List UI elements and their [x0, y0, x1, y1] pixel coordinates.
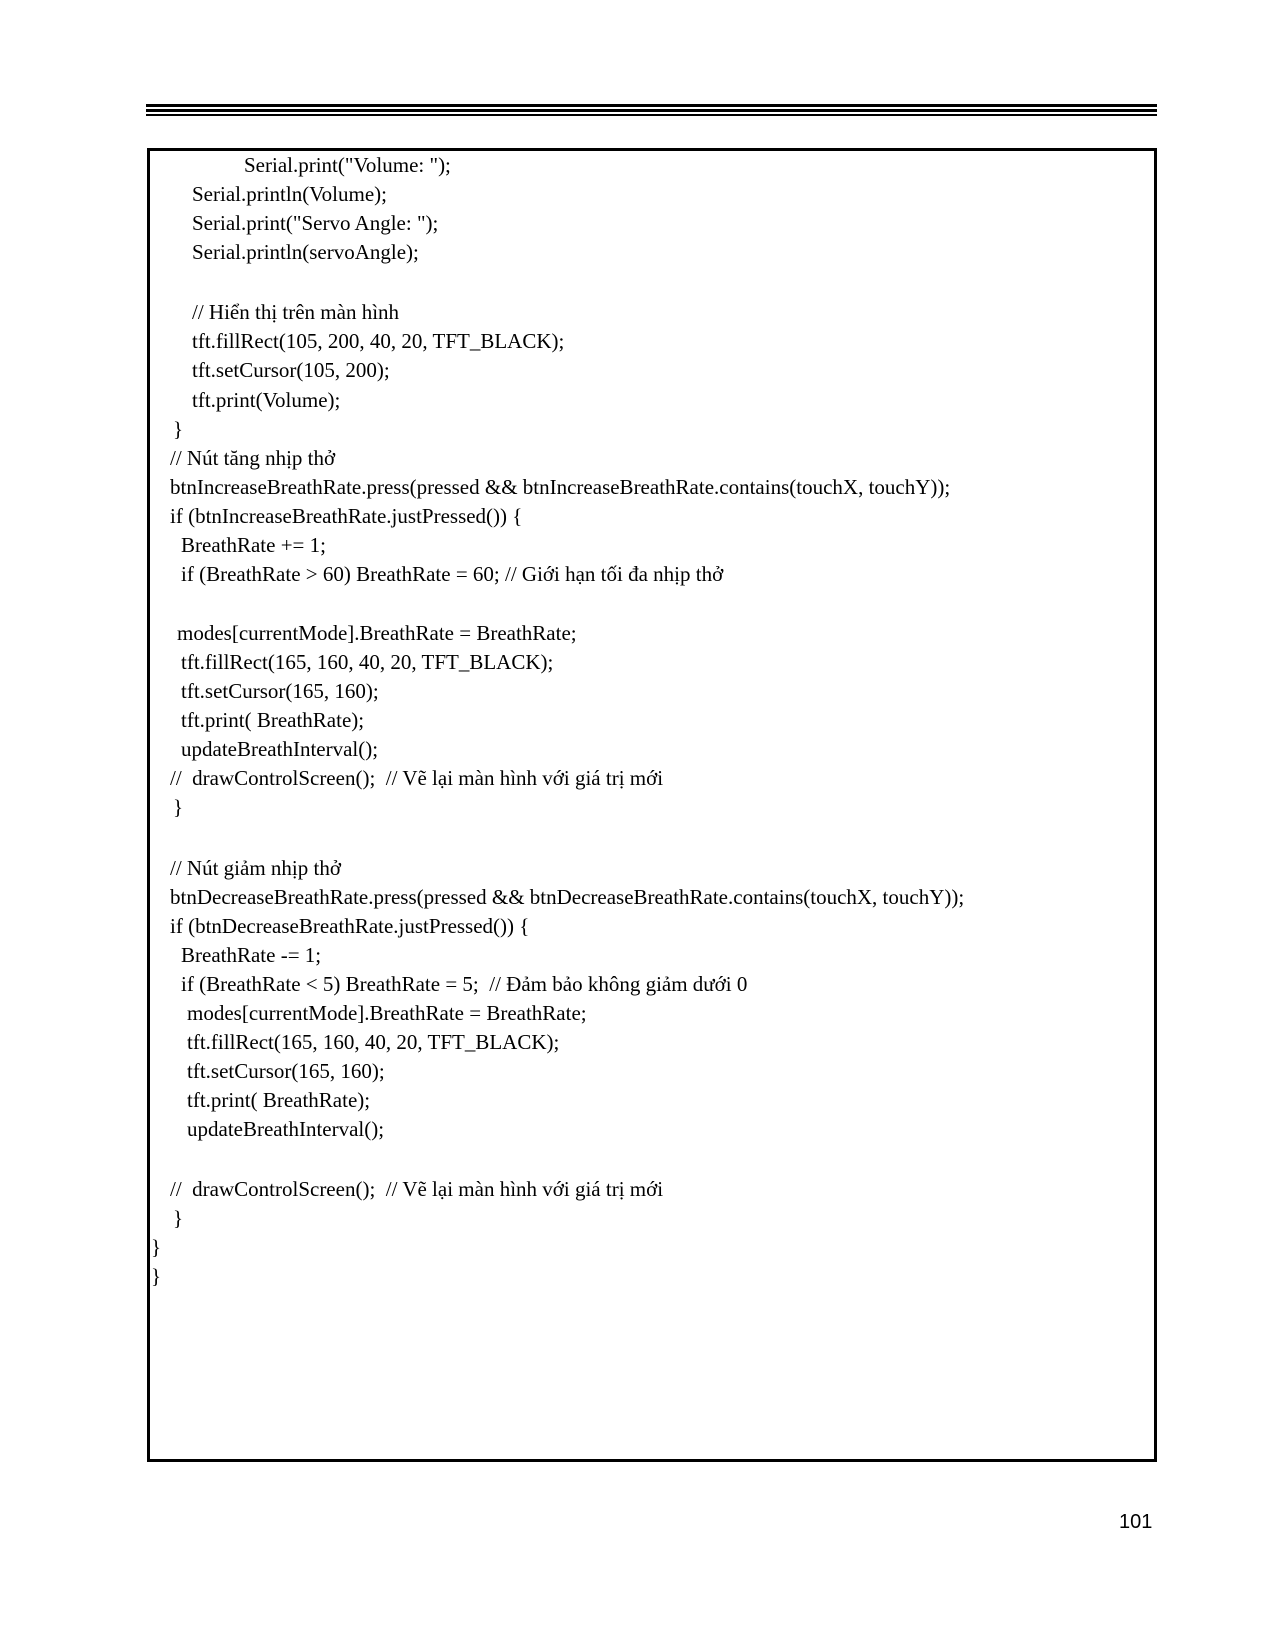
code-line: if (BreathRate < 5) BreathRate = 5; // Đảm bảo không giảm dưới 0	[181, 972, 748, 996]
code-line: if (BreathRate > 60) BreathRate = 60; // Giới hạn tối đa nhịp thở	[181, 562, 724, 586]
code-line: tft.setCursor(165, 160);	[187, 1059, 385, 1083]
code-comment-line: // Nút giảm nhịp thở	[170, 856, 341, 880]
code-line: Serial.println(servoAngle);	[192, 240, 419, 264]
code-line: btnDecreaseBreathRate.press(pressed && btnDecreaseBreathRate.contains(touchX, touchY));	[170, 885, 965, 909]
header-rule-bottom	[146, 114, 1157, 116]
page-number: 101	[1119, 1511, 1153, 1533]
header-rule-top	[146, 104, 1157, 107]
code-line: tft.fillRect(105, 200, 40, 20, TFT_BLACK);	[192, 329, 565, 353]
code-line: }	[173, 417, 184, 441]
code-comment-line: // drawControlScreen(); // Vẽ lại màn hình với giá trị mới	[170, 766, 664, 790]
code-line: tft.print( BreathRate);	[187, 1088, 371, 1112]
code-line: updateBreathInterval();	[181, 737, 379, 761]
code-line: if (btnDecreaseBreathRate.justPressed()) {	[170, 914, 530, 938]
code-comment-line: // Nút tăng nhịp thở	[170, 446, 336, 470]
code-line: tft.print( BreathRate);	[181, 708, 365, 732]
code-comment-line: // drawControlScreen(); // Vẽ lại màn hình với giá trị mới	[170, 1177, 664, 1201]
code-line: Serial.println(Volume);	[192, 182, 387, 206]
code-line: btnIncreaseBreathRate.press(pressed && btnIncreaseBreathRate.contains(touchX, touchY));	[170, 475, 951, 499]
code-line: }	[173, 1206, 184, 1230]
code-line: tft.setCursor(165, 160);	[181, 679, 379, 703]
code-line: BreathRate += 1;	[181, 533, 326, 557]
code-line: modes[currentMode].BreathRate = BreathRate;	[187, 1001, 587, 1025]
code-line: if (btnIncreaseBreathRate.justPressed()) {	[170, 504, 523, 528]
code-line: tft.fillRect(165, 160, 40, 20, TFT_BLACK);	[187, 1030, 560, 1054]
code-line: }	[173, 795, 184, 819]
code-line: modes[currentMode].BreathRate = BreathRate;	[177, 621, 577, 645]
code-line: }	[151, 1235, 162, 1259]
code-line: tft.fillRect(165, 160, 40, 20, TFT_BLACK);	[181, 650, 554, 674]
code-line: BreathRate -= 1;	[181, 943, 322, 967]
code-line: }	[151, 1264, 162, 1288]
code-line: tft.setCursor(105, 200);	[192, 358, 390, 382]
code-line: updateBreathInterval();	[187, 1117, 385, 1141]
header-rule-middle	[146, 109, 1157, 112]
code-line: Serial.print("Volume: ");	[244, 153, 451, 177]
code-line: tft.print(Volume);	[192, 388, 341, 412]
code-comment-line: // Hiển thị trên màn hình	[192, 300, 400, 324]
code-line: Serial.print("Servo Angle: ");	[192, 211, 439, 235]
